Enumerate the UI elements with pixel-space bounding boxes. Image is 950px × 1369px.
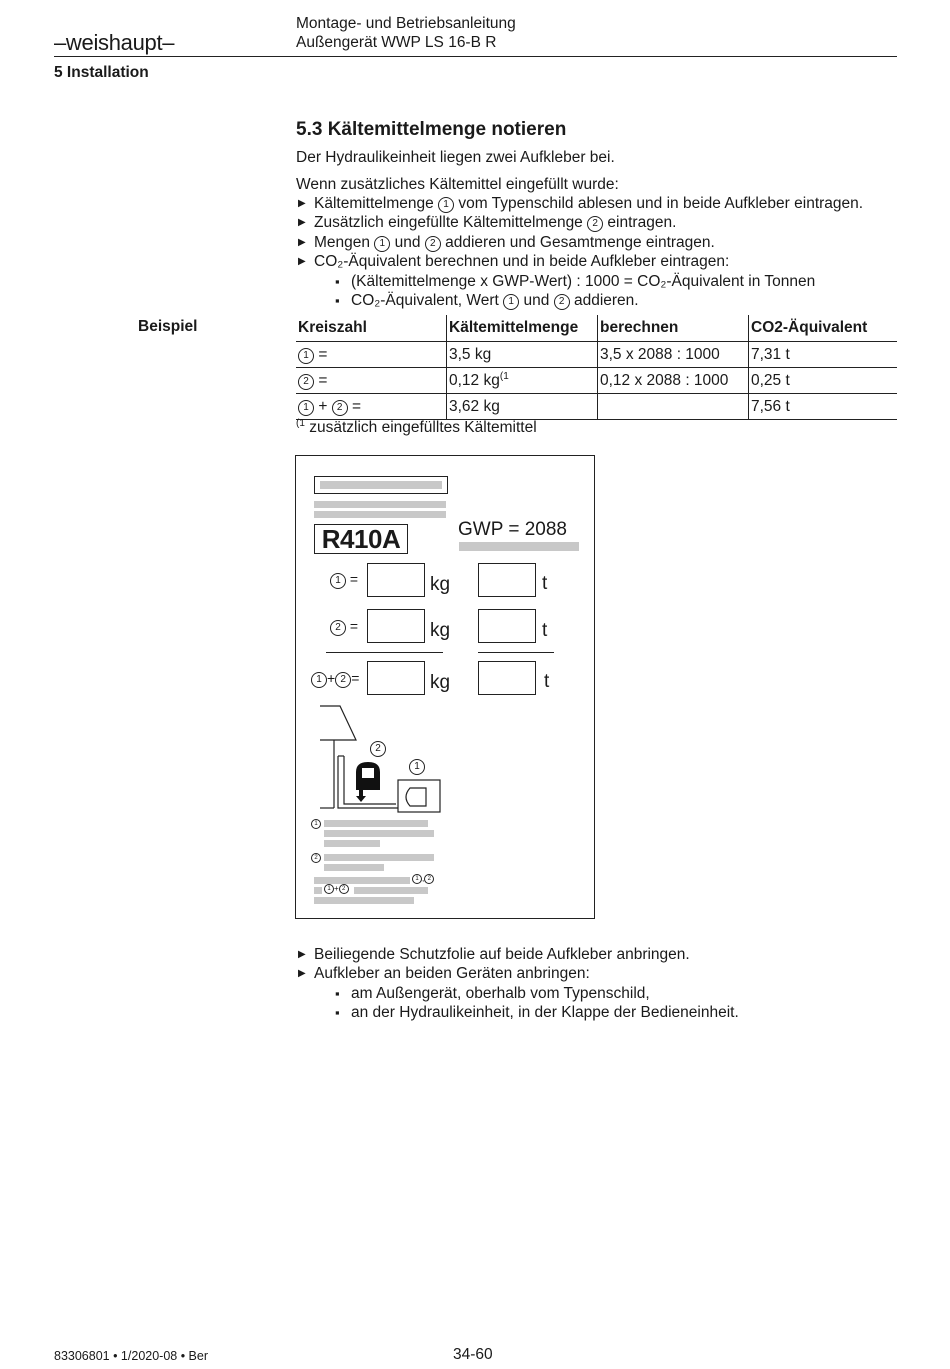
menge-cell [447, 368, 598, 394]
placeholder-bar [314, 511, 446, 518]
kreiszahl-cell [296, 342, 447, 368]
heat-pump-diagram-icon [296, 696, 593, 816]
unit-label-kg: kg [430, 574, 451, 595]
t-entry-box [478, 609, 536, 643]
placeholder-bar [459, 542, 579, 551]
circled-number-2: 2 [335, 672, 351, 688]
separator: , [422, 874, 425, 883]
sticker-row-label [330, 571, 358, 589]
menge-cell: 3,62 kg [447, 394, 598, 420]
list-item [314, 984, 739, 1003]
placeholder-bar [314, 877, 410, 884]
placeholder-bar [324, 864, 384, 871]
substep-text: (Kältemittelmenge x GWP-Wert) : 1000 = CO₂-Äquivalent in Tonnen [351, 272, 816, 290]
operator: + [334, 884, 339, 893]
t-entry-box [478, 563, 536, 597]
co2-cell: 7,56 t [749, 394, 898, 420]
placeholder-bar [354, 887, 428, 894]
substep-text: addieren. [569, 292, 639, 310]
substep-text: und [519, 292, 554, 310]
t-entry-box [478, 661, 536, 695]
steps-list [296, 194, 863, 310]
placeholder-bar [320, 481, 442, 489]
circled-number-1: 1 [374, 236, 390, 252]
sticker-row-label [330, 618, 358, 636]
circled-number-2: 2 [311, 853, 321, 863]
column-header: berechnen [598, 315, 749, 342]
footnote [296, 418, 537, 437]
circled-number-1: 1 [311, 672, 327, 688]
gwp-value: GWP = 2088 [458, 519, 567, 540]
circled-number-1: 1 [324, 884, 334, 894]
placeholder-bar [324, 854, 434, 861]
legend-ref [412, 874, 434, 884]
menge-value: 0,12 kg [449, 372, 500, 390]
unit-label-t: t [542, 620, 548, 641]
list-item [296, 233, 863, 252]
table-row [296, 342, 897, 368]
circled-number-2: 2 [332, 400, 348, 416]
step-text: Zusätzlich eingefüllte Kältemittelmenge [314, 214, 588, 232]
step-text: Beiliegende Schutzfolie auf beide Aufkleber anbringen. [314, 946, 690, 963]
list-item [296, 213, 863, 232]
unit-label-kg: kg [430, 672, 451, 693]
circled-number-2: 2 [370, 741, 386, 757]
circled-number-2: 2 [339, 884, 349, 894]
section-label: 5 Installation [54, 64, 149, 81]
operator: = [349, 571, 359, 587]
column-header: Kältemittelmenge [447, 315, 598, 342]
placeholder-bar [314, 887, 322, 894]
refrigerant-sticker-illustration [295, 455, 595, 919]
after-substeps-list [314, 984, 739, 1023]
placeholder-bar [314, 501, 446, 508]
table-header-row [296, 315, 897, 342]
column-header: Kreiszahl [296, 315, 447, 342]
sum-line [478, 652, 554, 653]
circled-number-1: 1 [298, 400, 314, 416]
step-text: addieren und Gesamtmenge eintragen. [440, 233, 715, 251]
kreiszahl-cell [296, 394, 447, 420]
operator: = [352, 397, 362, 415]
step-text: und [390, 233, 425, 251]
step-text: Aufkleber an beiden Geräten anbringen: [314, 965, 590, 983]
co2-cell: 7,31 t [749, 342, 898, 368]
placeholder-bar [324, 820, 428, 827]
circled-number-1: 1 [298, 348, 314, 364]
substep-text: an der Hydraulikeinheit, in der Klappe der Bedieneinheit. [351, 1004, 739, 1022]
menge-cell: 3,5 kg [447, 342, 598, 368]
calc-cell: 3,5 x 2088 : 1000 [598, 342, 749, 368]
list-item [314, 1003, 739, 1022]
column-header: CO2-Äquivalent [749, 315, 898, 342]
document-title [296, 14, 516, 52]
placeholder-bar [324, 840, 380, 847]
operator: = [349, 618, 359, 634]
step-text: vom Typenschild ablesen und in beide Aufkleber eintragen. [454, 195, 864, 212]
section-heading: 5.3 Kältemittelmenge notieren [296, 119, 567, 140]
page-number: 34-60 [453, 1346, 493, 1363]
co2-cell: 0,25 t [749, 368, 898, 394]
document-title-line2: Außengerät WWP LS 16-B R [296, 34, 497, 51]
table-row [296, 368, 897, 394]
weishaupt-logo: –weishaupt– [54, 30, 175, 55]
list-item [314, 291, 863, 310]
sum-line [326, 652, 443, 653]
substeps-list [314, 272, 863, 311]
operator: + [327, 670, 336, 686]
list-item [296, 964, 739, 1022]
substep-text: am Außengerät, oberhalb vom Typenschild, [351, 984, 650, 1002]
step-text: Mengen [314, 233, 375, 251]
refrigerant-type: R410A [314, 524, 408, 554]
unit-label-t: t [542, 573, 548, 594]
circled-number-1: 1 [311, 819, 321, 829]
placeholder-bar [314, 897, 414, 904]
footnote-ref: (1 [499, 370, 509, 382]
document-title-line1: Montage- und Betriebsanleitung [296, 15, 516, 32]
table-row [296, 394, 897, 420]
substep-text: CO₂-Äquivalent, Wert [351, 292, 504, 310]
operator: = [351, 670, 360, 686]
intro-text: Der Hydraulikeinheit liegen zwei Aufkleber bei. [296, 149, 615, 166]
circled-number-1: 1 [412, 874, 422, 884]
list-item [296, 252, 863, 310]
example-label: Beispiel [138, 318, 198, 335]
example-table [296, 315, 897, 420]
kg-entry-box [367, 661, 425, 695]
header-rule [54, 56, 897, 57]
operator: + [318, 397, 328, 415]
after-steps-list [296, 945, 739, 1023]
unit-label-kg: kg [430, 620, 451, 641]
sticker-row-label [311, 670, 359, 688]
circled-number-2: 2 [330, 620, 346, 636]
circled-number-1: 1 [438, 197, 454, 213]
circled-number-1: 1 [409, 759, 425, 775]
circled-number-2: 2 [425, 236, 441, 252]
legend-ref [324, 884, 349, 894]
operator: = [318, 371, 328, 389]
step-text: CO₂-Äquivalent berechnen und in beide Aufkleber eintragen: [314, 253, 730, 271]
condition-text: Wenn zusätzliches Kältemittel eingefüllt wurde: [296, 176, 619, 193]
step-text: eintragen. [603, 214, 677, 232]
circled-number-2: 2 [298, 374, 314, 390]
calc-cell [598, 394, 749, 420]
sticker-title-frame [314, 476, 448, 494]
circled-number-1: 1 [330, 573, 346, 589]
placeholder-bar [324, 830, 434, 837]
list-item [296, 194, 863, 213]
kg-entry-box [367, 609, 425, 643]
kreiszahl-cell [296, 368, 447, 394]
circled-number-2: 2 [587, 216, 603, 232]
operator: = [318, 345, 328, 363]
circled-number-1: 1 [503, 294, 519, 310]
unit-label-t: t [544, 671, 550, 692]
circled-number-2: 2 [554, 294, 570, 310]
list-item [314, 272, 863, 291]
doc-number: 83306801 • 1/2020-08 • Ber [54, 1349, 209, 1363]
kg-entry-box [367, 563, 425, 597]
step-text: Kältemittelmenge [314, 195, 439, 212]
footnote-mark: (1 [296, 418, 305, 429]
footnote-text: zusätzlich eingefülltes Kältemittel [304, 419, 537, 437]
calc-cell: 0,12 x 2088 : 1000 [598, 368, 749, 394]
circled-number-2: 2 [424, 874, 434, 884]
list-item [296, 945, 739, 964]
